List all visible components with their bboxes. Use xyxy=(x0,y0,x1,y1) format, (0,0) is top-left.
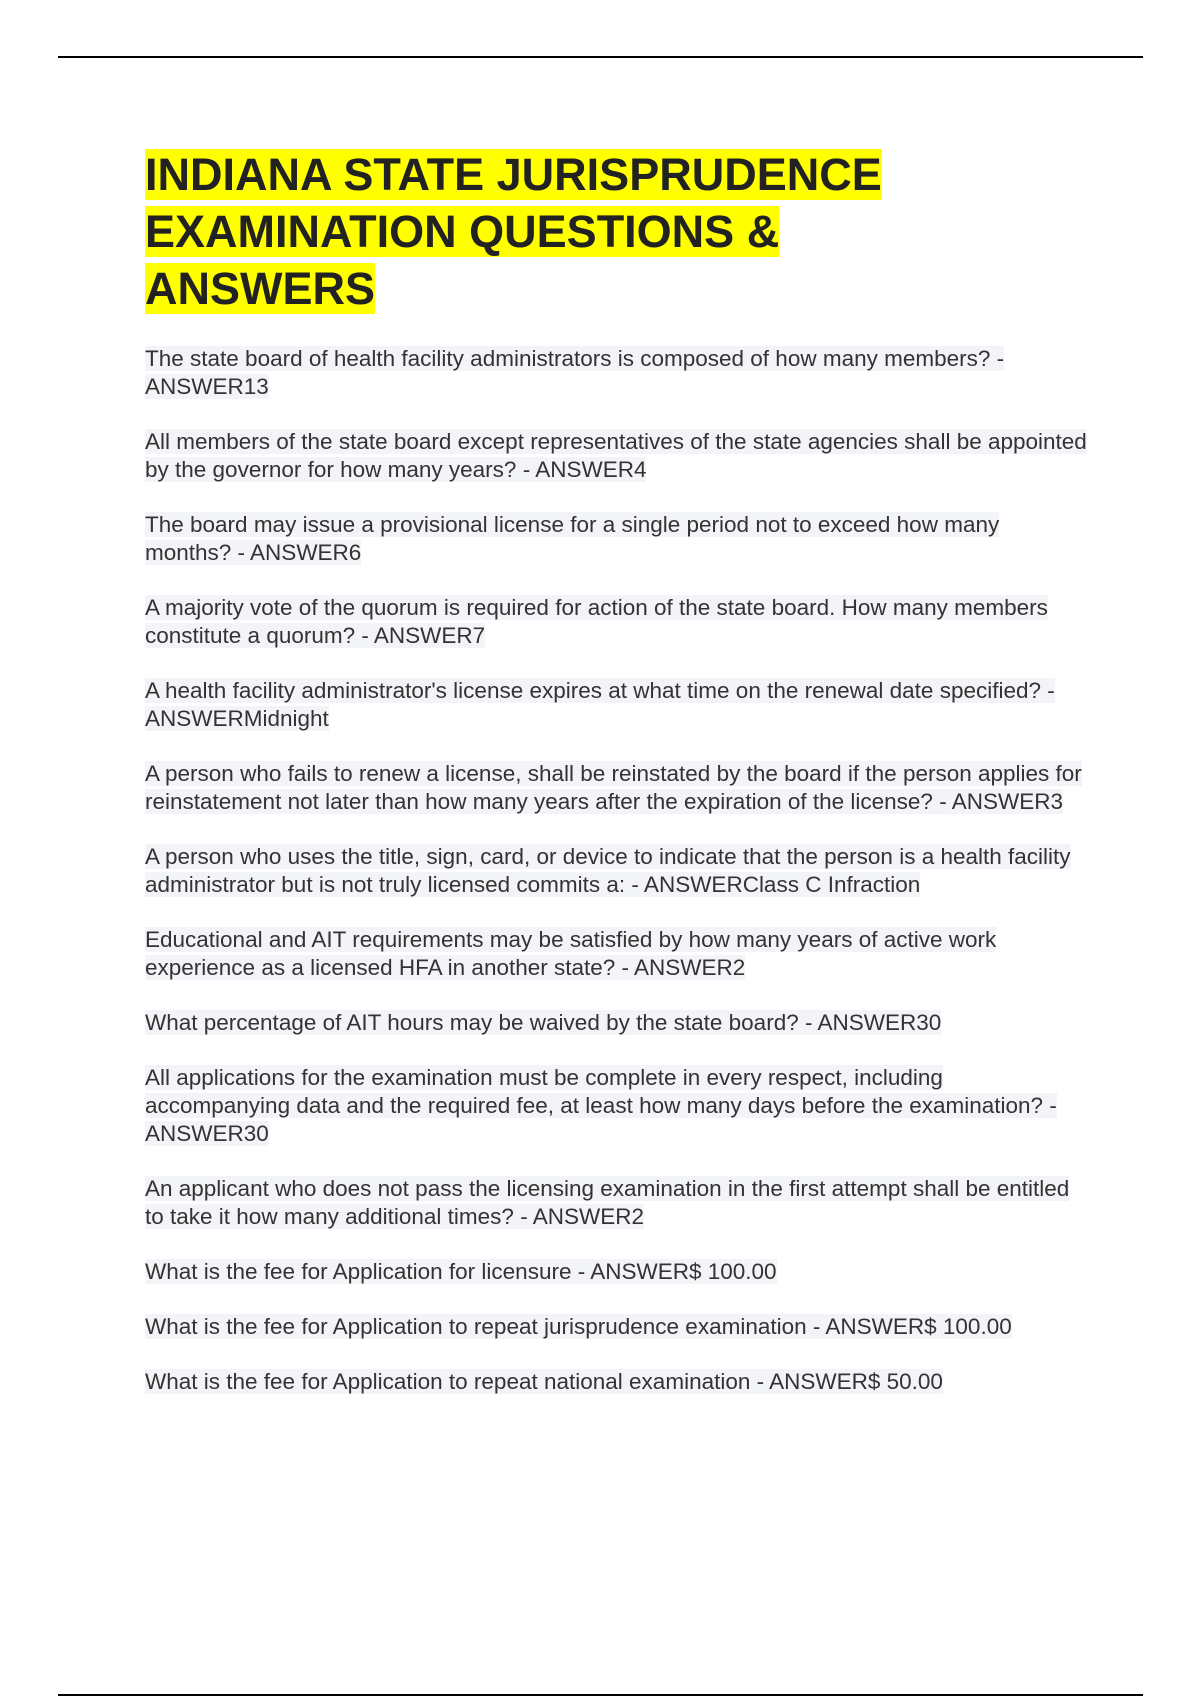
title-highlight: INDIANA STATE JURISPRUDENCE EXAMINATION QUESTIONS & ANSWERS xyxy=(145,149,882,314)
qa-item: A majority vote of the quorum is required for action of the state board. How many members constitute a quorum? - ANSWER7 xyxy=(145,595,1048,648)
qa-item: A person who uses the title, sign, card, or device to indicate that the person is a health facility administrator but is not truly licensed commits a: - ANSWERClass C Infraction xyxy=(145,844,1071,897)
document-title xyxy=(145,146,1005,317)
qa-item: The state board of health facility administrators is composed of how many members? - ANSWER13 xyxy=(145,346,1005,399)
qa-item: All applications for the examination must be complete in every respect, including accompanying data and the required fee, at least how many days before the examination? - ANSWER30 xyxy=(145,1065,1057,1146)
qa-item: What is the fee for Application to repeat national examination - ANSWER$ 50.00 xyxy=(145,1369,943,1394)
qa-item: Educational and AIT requirements may be satisfied by how many years of active work experience as a licensed HFA in another state? - ANSWER2 xyxy=(145,927,997,980)
qa-item: A health facility administrator's license expires at what time on the renewal date specified? - ANSWERMidnight xyxy=(145,678,1055,731)
document-body xyxy=(145,146,1090,1423)
qa-item: All members of the state board except representatives of the state agencies shall be appointed by the governor for how many years? - ANSWER4 xyxy=(145,429,1087,482)
qa-item: An applicant who does not pass the licensing examination in the first attempt shall be entitled to take it how many additional times? - ANSWER2 xyxy=(145,1176,1070,1229)
qa-item: What is the fee for Application for licensure - ANSWER$ 100.00 xyxy=(145,1259,777,1284)
qa-item: The board may issue a provisional license for a single period not to exceed how many months? - ANSWER6 xyxy=(145,512,1000,565)
footer-rule xyxy=(58,1694,1143,1696)
qa-item: What percentage of AIT hours may be waived by the state board? - ANSWER30 xyxy=(145,1010,942,1035)
qa-item: What is the fee for Application to repeat jurisprudence examination - ANSWER$ 100.00 xyxy=(145,1314,1012,1339)
header-rule xyxy=(58,56,1143,58)
qa-item: A person who fails to renew a license, shall be reinstated by the board if the person applies for reinstatement not later than how many years after the expiration of the license? - ANSWER3 xyxy=(145,761,1082,814)
